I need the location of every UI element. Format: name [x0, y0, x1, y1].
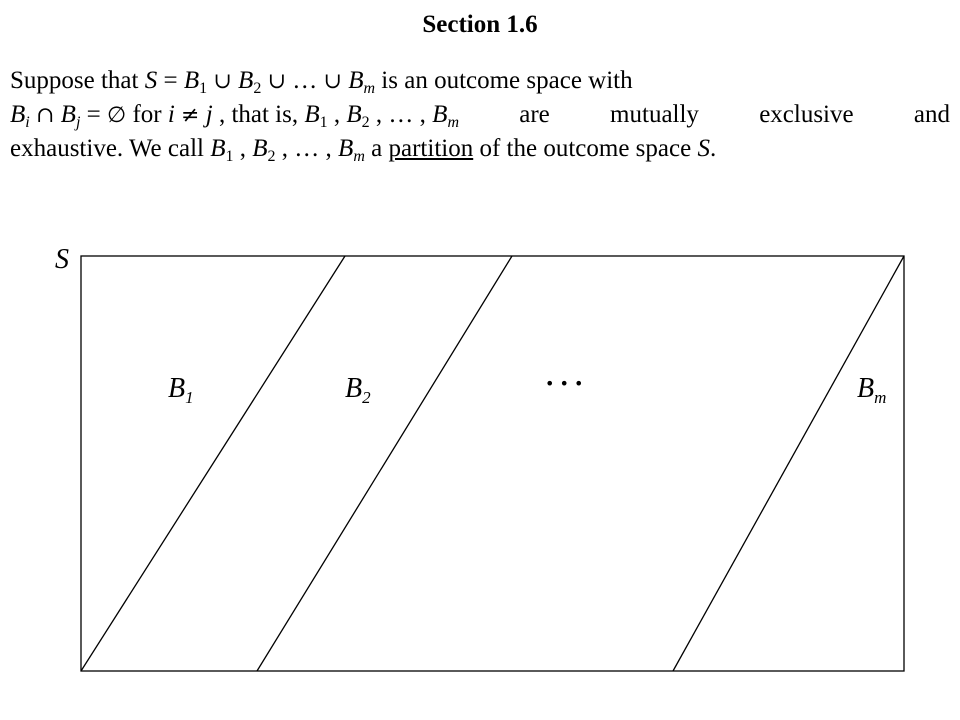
block-label-b1: $B_1$ — [168, 373, 194, 407]
paragraph-line-1: Suppose that $S = B_1$ ∪ $B_2$ ∪ … ∪ $B_m$ is an outcome space with — [10, 67, 633, 97]
partition-line-1 — [81, 256, 345, 671]
block-label-bm: $B_m$ — [857, 373, 887, 407]
partition-line-2 — [257, 256, 512, 671]
partition-line-3 — [673, 256, 904, 671]
paragraph-line-2: $B_i$ ∩ $B_j$ = ∅ for i ≠ j , that is, $B_1$ , $B_2$ , … , $B_m$ are mutually exclusive and — [10, 101, 950, 131]
block-label-b2: $B_2$ — [345, 373, 371, 407]
space-label-s: S — [55, 244, 69, 275]
paragraph-line-3: exhaustive. We call $B_1$ , $B_2$ , … , $B_m$ a partition of the outcome space S. — [10, 135, 717, 165]
ellipsis-dots: • • • — [545, 374, 584, 393]
section-title: Section 1.6 — [422, 11, 538, 38]
partition-term: partition — [388, 135, 474, 162]
outcome-space-rect — [81, 256, 904, 671]
